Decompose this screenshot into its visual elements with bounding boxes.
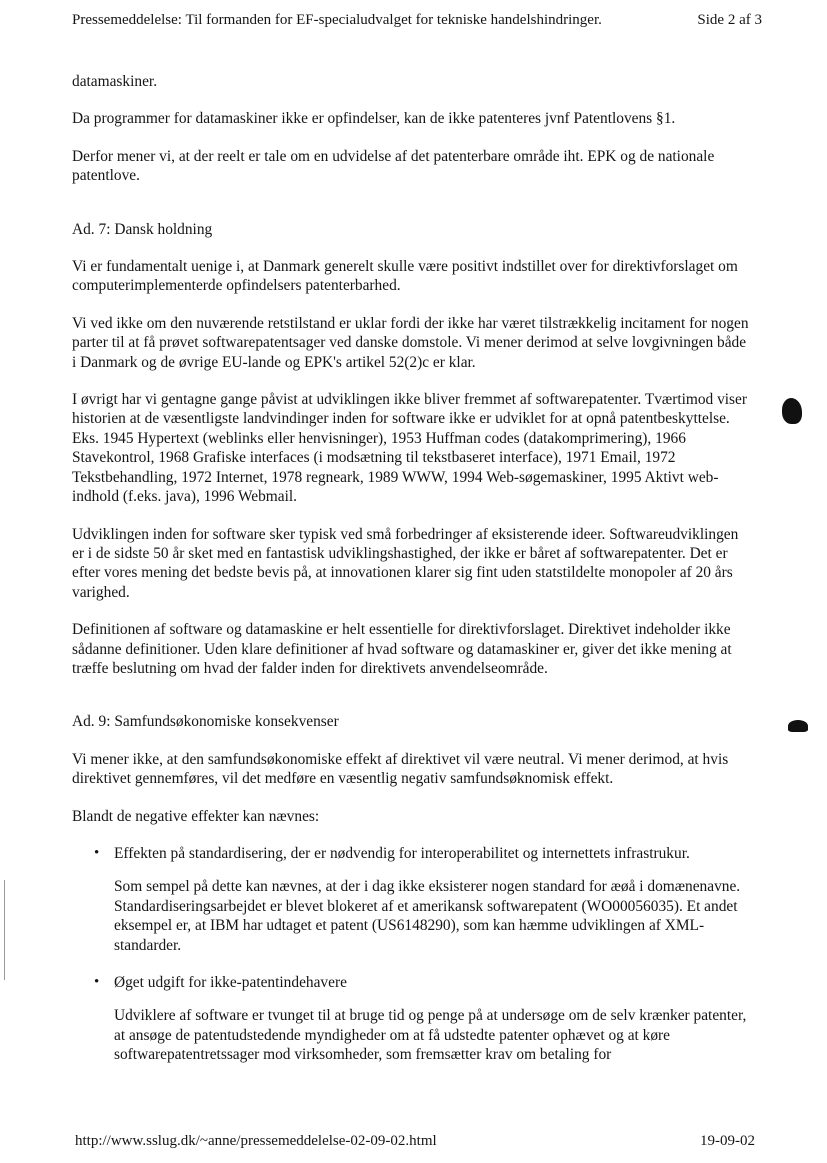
section-heading-ad7: Ad. 7: Dansk holdning [72,220,213,238]
paragraph: Blandt de negative effekter kan nævnes: [72,807,320,825]
bullet-text: Effekten på standardisering, der er nødvendig for interoperabilitet og internettets infrastrukur. [114,844,690,862]
paragraph: Udviklingen inden for software sker typisk ved små forbedringer af eksisterende ideer. Softwareudviklingen er i de sidste 50 år sket med en fantastisk udviklingshastighed, der ikke er båret af softwarepatenter. Det er efter vores mening det bedste bevis på, at innovationen klarer sig fint uden statstildelte monopoler af 20 års varighed. [72,525,739,601]
page-header [72,12,762,29]
bullet-icon: • [94,974,100,990]
bullet-text: Øget udgift for ikke-patentindehavere [114,974,347,991]
section-heading-ad9: Ad. 9: Samfundsøkonomiske konsekvenser [72,713,339,731]
paragraph: Definitionen af software og datamaskine er helt essentielle for direktivforslaget. Direktivet indeholder ikke sådanne definitioner. Uden klare definitioner af hvad software og datamaskiner er, giver det ikke mening at træffe beslutning om hvad der falder inden for direktivets anvendelseområde. [72,621,732,677]
scan-edge-line [4,880,5,980]
footer-date: 19-09-02 [700,1133,755,1149]
paragraph: Vi ved ikke om den nuværende retstilstand er uklar fordi der ikke har været tilstrækkelig incitament for nogen parter til at få prøvet softwarepatentsager ved danske domstole. Vi mener derimod at selve lovgivningen både i Danmark og de øvrige EU-lande og EPK's artikel 52(2)c er klar. [72,314,749,371]
header-page-number: Side 2 af 3 [697,12,762,28]
header-title: Pressemeddelelse: Til formanden for EF-specialudvalget for tekniske handelshindringer. [72,12,602,28]
footer-url: http://www.sslug.dk/~anne/pressemeddelelse-02-09-02.html [75,1133,437,1149]
paragraph: Vi er fundamentalt uenige i, at Danmark generelt skulle være positivt indstillet over for direktivforslaget om computerimplementerde opfindelsers patenterbarhed. [72,258,738,295]
document-body [72,72,752,1083]
paragraph: Vi mener ikke, at den samfundsøkonomiske effekt af direktivet vil være neutral. Vi mener derimod, at hvis direktivet gennemføres, vil det medføre en væsentlig negativ samfundsøknomisk effekt. [72,750,729,788]
bullet-item [72,973,752,992]
sub-paragraph: Udviklere af software er tvunget til at bruge tid og penge på at undersøge om de selv krænker patenter, at ansøge de patentudstedende myndigheder om at få udstedte patenter ophævet og at køre softwarepatentretssager mod virksomheder, som fremsætter krav om betaling for [114,1007,747,1064]
bullet-icon: • [94,844,100,861]
paragraph: Derfor mener vi, at der reelt er tale om en udvidelse af det patenterbare område iht. EPK og de nationale patentlove. [72,147,715,185]
paragraph: I øvrigt har vi gentagne gange påvist at udviklingen ikke bliver fremmet af softwarepatenter. Tværtimod viser historien at de væsentligste landvindinger inden for software ikke er udviklet for at opnå patentbeskyttelse. Eks. 1945 Hypertext (weblinks eller henvisninger), 1953 Huffman codes (datakomprimering), 1966 Stavekontrol, 1968 Grafiske interfaces (i modsætning til tekstbaseret interface), 1971 Email, 1972 Tekstbehandling, 1972 Internet, 1978 regneark, 1989 WWW, 1994 Web-søgemaskiner, 1995 Aktivt web-indhold (f.eks. java), 1996 Webmail. [72,391,747,506]
page-footer [75,1133,755,1150]
paragraph: datamaskiner. [72,73,158,90]
paragraph: Da programmer for datamaskiner ikke er opfindelser, kan de ikke patenteres jvnf Patentlovens §1. [72,110,676,128]
sub-paragraph: Som sempel på dette kan nævnes, at der i dag ikke eksisterer nogen standard for æøå i domænenavne. Standardiseringsarbejdet er blevet blokeret af et amerikansk softwarepatent (WO00056035). Et andet eksempel er, at IBM har udtaget et patent (US6148290), som kan hæmme udviklingen af XML-standarder. [114,878,741,954]
punch-hole-mark [788,720,808,732]
punch-hole-mark [782,398,802,424]
bullet-item [72,844,752,863]
